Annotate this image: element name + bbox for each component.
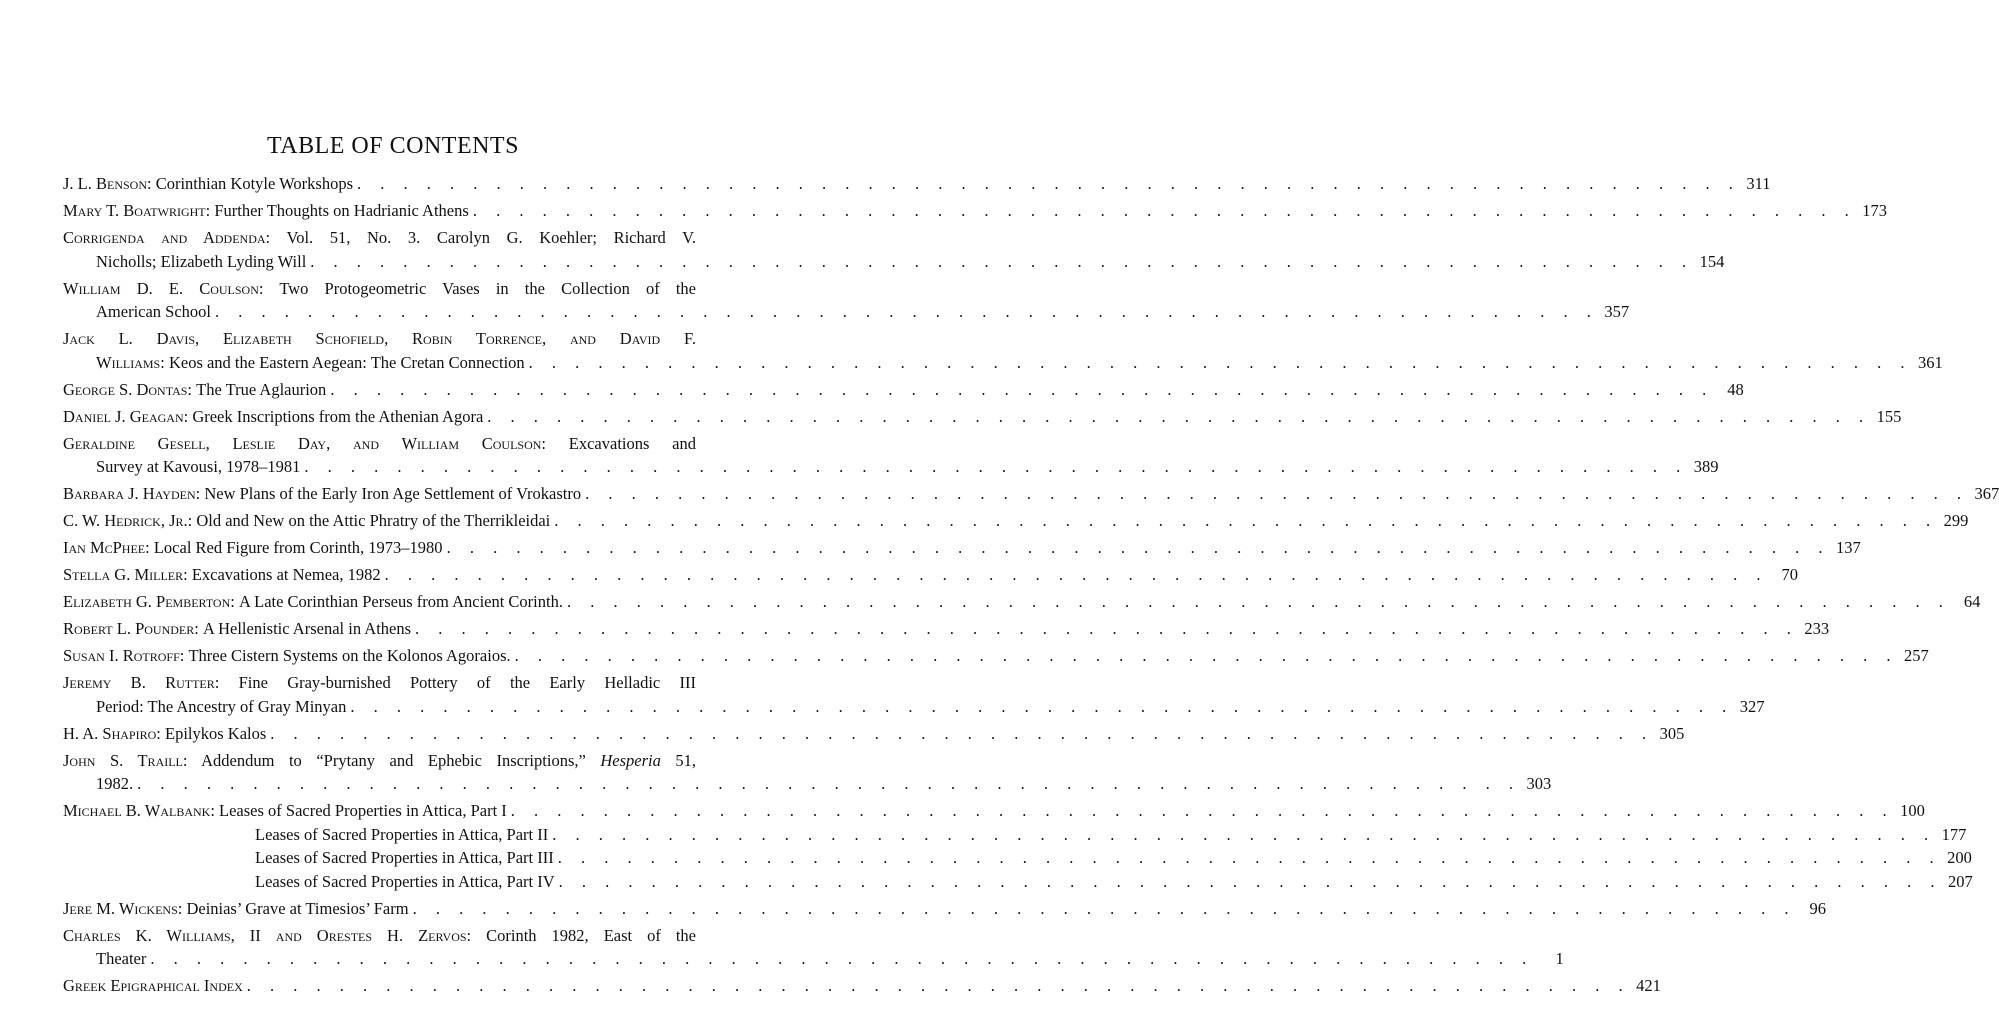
toc-entry[interactable] — [63, 509, 1969, 533]
toc-entry[interactable] — [63, 277, 1630, 324]
entry-page: 154 — [1699, 251, 1725, 271]
toc-entry[interactable] — [63, 563, 1798, 587]
entry-author: Daniel J. Geagan: — [63, 406, 189, 426]
entry-title: The True Aglaurion — [196, 379, 327, 399]
entry-page: 155 — [1876, 406, 1902, 426]
entry-page: 357 — [1604, 302, 1630, 321]
entry-author: J. L. Benson: — [63, 174, 152, 193]
entry-title: Survey at Kavousi, 1978–1981 — [96, 457, 301, 476]
entry-author: H. A. Shapiro: — [63, 723, 161, 743]
entry-page: 299 — [1943, 511, 1969, 530]
entry-title: Two Protogeometric Vases in the Collection of the — [279, 278, 697, 298]
leader-dots: . . . . . . . . . . . . . . . . . . . . . . . . . . . . . . . . . . . . . . . . . . . . . . . . . . . . . . . . . . . . — [357, 174, 1741, 193]
entry-page: 96 — [1809, 898, 1826, 918]
entry-title: Leases of Sacred Properties in Attica, Part I — [219, 801, 507, 820]
toc-entry[interactable] — [63, 432, 1719, 479]
toc-entry[interactable] — [63, 536, 1861, 560]
entry-title: Further Thoughts on Hadrianic Athens — [214, 201, 469, 220]
entry-title: Keos and the Eastern Aegean: The Cretan Connection — [168, 352, 525, 372]
toc-entry[interactable] — [63, 617, 1830, 641]
entry-title: American School — [96, 302, 212, 321]
entry-author: Jere M. Wickens: — [63, 898, 183, 918]
entry-title: Excavations and — [568, 433, 697, 453]
entry-title: Epilykos Kalos — [164, 723, 267, 743]
toc-entry[interactable] — [63, 199, 1887, 223]
entry-author: Susan I. Rotroff: — [63, 646, 185, 665]
entry-page: 389 — [1693, 457, 1719, 476]
leader-dots: . . . . . . . . . . . . . . . . . . . . . . . . . . . . . . . . . . . . . . . . . . . . . . . . . . . . . . . . . . . . — [246, 976, 1631, 995]
entry-title: Leases of Sacred Properties in Attica, Part III — [255, 848, 554, 867]
toc-entry[interactable] — [63, 172, 1771, 196]
entry-page: 367 — [1974, 484, 1999, 503]
leader-dots: . . . . . . . . . . . . . . . . . . . . . . . . . . . . . . . . . . . . . . . . . . . . . . . . . . . . . . . . . . . . — [150, 949, 1534, 968]
leader-dots: . . . . . . . . . . . . . . . . . . . . . . . . . . . . . . . . . . . . . . . . . . . . . . . . . . . . . . . . . . . . — [415, 619, 1799, 638]
entry-title: A Hellenistic Arsenal in Athens — [202, 619, 412, 638]
entry-title: Old and New on the Attic Phratry of the Therrikleidai — [196, 511, 551, 530]
entry-title: Addendum to “Prytany and Ephebic Inscriptions,” — [201, 750, 586, 770]
toc-entry[interactable] — [63, 671, 1765, 718]
entry-page: 200 — [1947, 848, 1972, 867]
entry-author: Elizabeth G. Pemberton: — [63, 592, 235, 611]
toc-entry[interactable] — [63, 897, 1826, 921]
entry-author: Ian McPhee: — [63, 538, 150, 557]
entry-title: Local Red Figure from Corinth, 1973–1980 — [153, 538, 443, 557]
entry-title: Theater — [96, 949, 147, 968]
entry-page: 100 — [1900, 801, 1925, 820]
leader-dots: . . . . . . . . . . . . . . . . . . . . . . . . . . . . . . . . . . . . . . . . . . . . . . . . . . . . . . . . . . . . — [270, 723, 1654, 743]
leader-dots: . . . . . . . . . . . . . . . . . . . . . . . . . . . . . . . . . . . . . . . . . . . . . . . . . . . . . . . . . . . . — [310, 251, 1694, 271]
entry-title: Excavations at Nemea, 1982 — [191, 565, 381, 584]
entry-title: 51, — [675, 750, 696, 770]
entry-title: Corinth 1982, East of the — [486, 925, 697, 945]
toc-entry[interactable] — [63, 405, 1902, 429]
entry-page: 1 — [1555, 949, 1564, 968]
leader-dots: . . . . . . . . . . . . . . . . . . . . . . . . . . . . . . . . . . . . . . . . . . . . . . . . . . . . . . . . . . . . — [472, 201, 1857, 220]
leader-dots: . . . . . . . . . . . . . . . . . . . . . . . . . . . . . . . . . . . . . . . . . . . . . . . . . . . . . . . . . . . . — [215, 302, 1599, 321]
entry-page: 233 — [1804, 619, 1830, 638]
leader-dots: . . . . . . . . . . . . . . . . . . . . . . . . . . . . . . . . . . . . . . . . . . . . . . . . . . . . . . . . . . . . — [514, 646, 1899, 665]
entry-author: Geraldine Gesell, Leslie Day, and William Coulson: — [63, 433, 547, 453]
leader-dots: . . . . . . . . . . . . . . . . . . . . . . . . . . . . . . . . . . . . . . . . . . . . . . . . . . . . . . . . . . . . — [510, 801, 1895, 820]
entry-title: 1982. — [96, 774, 134, 793]
leader-dots: . . . . . . . . . . . . . . . . . . . . . . . . . . . . . . . . . . . . . . . . . . . . . . . . . . . . . . . . . . . . — [585, 484, 1969, 503]
entry-page: 173 — [1862, 201, 1887, 220]
leader-dots: . . . . . . . . . . . . . . . . . . . . . . . . . . . . . . . . . . . . . . . . . . . . . . . . . . . . . . . . . . . . — [558, 871, 1943, 891]
entry-title: A Late Corinthian Perseus from Ancient Corinth. — [238, 592, 563, 611]
entry-title: Greek Inscriptions from the Athenian Agora — [192, 406, 484, 426]
page-title: TABLE OF CONTENTS — [267, 133, 519, 159]
entry-author: Jeremy B. Rutter: — [63, 673, 220, 692]
toc-entry[interactable] — [63, 226, 1725, 273]
entry-author: Williams: — [96, 352, 165, 372]
entry-page: 305 — [1659, 723, 1685, 743]
entry-title: Leases of Sacred Properties in Attica, Part II — [255, 824, 549, 844]
entry-page: 137 — [1835, 538, 1861, 557]
toc-entry[interactable] — [63, 378, 1744, 402]
toc-entry[interactable] — [63, 590, 1981, 614]
toc-entry[interactable] — [63, 644, 1929, 668]
entry-author: George S. Dontas: — [63, 379, 193, 399]
toc-entry[interactable] — [63, 749, 1552, 796]
leader-dots: . . . . . . . . . . . . . . . . . . . . . . . . . . . . . . . . . . . . . . . . . . . . . . . . . . . . . . . . . . . . — [350, 696, 1734, 716]
entry-title: Vol. 51, No. 3. Carolyn G. Koehler; Richard V. — [286, 228, 697, 247]
table-of-contents — [63, 172, 1999, 1001]
entry-page: 327 — [1739, 696, 1765, 716]
entry-page: 421 — [1636, 976, 1661, 995]
entry-author: Greek Epigraphical Index — [63, 976, 243, 995]
entry-author: Charles K. Williams, II and Orestes H. Zervos: — [63, 925, 472, 945]
toc-entry[interactable] — [63, 974, 1661, 998]
entry-title: Corinthian Kotyle Workshops — [155, 174, 353, 193]
entry-author: Mary T. Boatwright: — [63, 201, 211, 220]
entry-page: 207 — [1948, 871, 1973, 891]
toc-entry[interactable] — [63, 482, 1999, 506]
entry-page: 257 — [1904, 646, 1929, 665]
leader-dots: . . . . . . . . . . . . . . . . . . . . . . . . . . . . . . . . . . . . . . . . . . . . . . . . . . . . . . . . . . . . — [137, 774, 1521, 793]
leader-dots: . . . . . . . . . . . . . . . . . . . . . . . . . . . . . . . . . . . . . . . . . . . . . . . . . . . . . . . . . . . . — [557, 848, 1942, 867]
entry-author: William D. E. Coulson: — [63, 278, 264, 298]
entry-page: 311 — [1746, 174, 1771, 193]
entry-author: Robert L. Pounder: — [63, 619, 199, 638]
entry-page: 303 — [1526, 774, 1552, 793]
leader-dots: . . . . . . . . . . . . . . . . . . . . . . . . . . . . . . . . . . . . . . . . . . . . . . . . . . . . . . . . . . . . — [384, 565, 1768, 584]
entry-title: Three Cistern Systems on the Kolonos Agoraios. — [188, 646, 511, 665]
leader-dots: . . . . . . . . . . . . . . . . . . . . . . . . . . . . . . . . . . . . . . . . . . . . . . . . . . . . . . . . . . . . — [446, 538, 1830, 557]
entry-author: Jack L. Davis, Elizabeth Schofield, Robin Torrence, and David F. — [63, 329, 696, 348]
entry-page: 361 — [1918, 352, 1943, 372]
entry-title: Leases of Sacred Properties in Attica, Part IV — [255, 871, 555, 891]
entry-author: Stella G. Miller: — [63, 565, 188, 584]
journal-title: Hesperia — [600, 750, 661, 770]
toc-entry[interactable] — [63, 799, 1973, 893]
entry-page: 48 — [1727, 379, 1744, 399]
entry-author: Michael B. Walbank: — [63, 801, 215, 820]
leader-dots: . . . . . . . . . . . . . . . . . . . . . . . . . . . . . . . . . . . . . . . . . . . . . . . . . . . . . . . . . . . . — [554, 511, 1938, 530]
entry-title: Deinias’ Grave at Timesios’ Farm — [186, 898, 409, 918]
leader-dots: . . . . . . . . . . . . . . . . . . . . . . . . . . . . . . . . . . . . . . . . . . . . . . . . . . . . . . . . . . . . — [487, 406, 1871, 426]
leader-dots: . . . . . . . . . . . . . . . . . . . . . . . . . . . . . . . . . . . . . . . . . . . . . . . . . . . . . . . . . . . . — [412, 898, 1796, 918]
entry-page: 177 — [1941, 824, 1967, 844]
entry-page: 64 — [1963, 592, 1981, 611]
toc-entry[interactable] — [63, 327, 1943, 374]
entry-title: Period: The Ancestry of Gray Minyan — [96, 696, 347, 716]
entry-title: New Plans of the Early Iron Age Settlement of Vrokastro — [204, 484, 582, 503]
leader-dots: . . . . . . . . . . . . . . . . . . . . . . . . . . . . . . . . . . . . . . . . . . . . . . . . . . . . . . . . . . . . — [304, 457, 1688, 476]
entry-author: C. W. Hedrick, Jr.: — [63, 511, 193, 530]
leader-dots: . . . . . . . . . . . . . . . . . . . . . . . . . . . . . . . . . . . . . . . . . . . . . . . . . . . . . . . . . . . . — [330, 379, 1714, 399]
toc-entry[interactable] — [63, 722, 1685, 746]
entry-author: Barbara J. Hayden: — [63, 484, 201, 503]
toc-entry[interactable] — [63, 924, 1564, 971]
entry-page: 70 — [1781, 565, 1798, 584]
leader-dots: . . . . . . . . . . . . . . . . . . . . . . . . . . . . . . . . . . . . . . . . . . . . . . . . . . . . . . . . . . . . — [528, 352, 1913, 372]
entry-author: Corrigenda and Addenda: — [63, 228, 271, 247]
leader-dots: . . . . . . . . . . . . . . . . . . . . . . . . . . . . . . . . . . . . . . . . . . . . . . . . . . . . . . . . . . . . — [566, 592, 1951, 611]
leader-dots: . . . . . . . . . . . . . . . . . . . . . . . . . . . . . . . . . . . . . . . . . . . . . . . . . . . . . . . . . . . . — [552, 824, 1936, 844]
entry-author: John S. Traill: — [63, 750, 188, 770]
entry-title: Nicholls; Elizabeth Lyding Will — [96, 251, 307, 271]
entry-title: Fine Gray-burnished Pottery of the Early Helladic III — [238, 673, 696, 692]
